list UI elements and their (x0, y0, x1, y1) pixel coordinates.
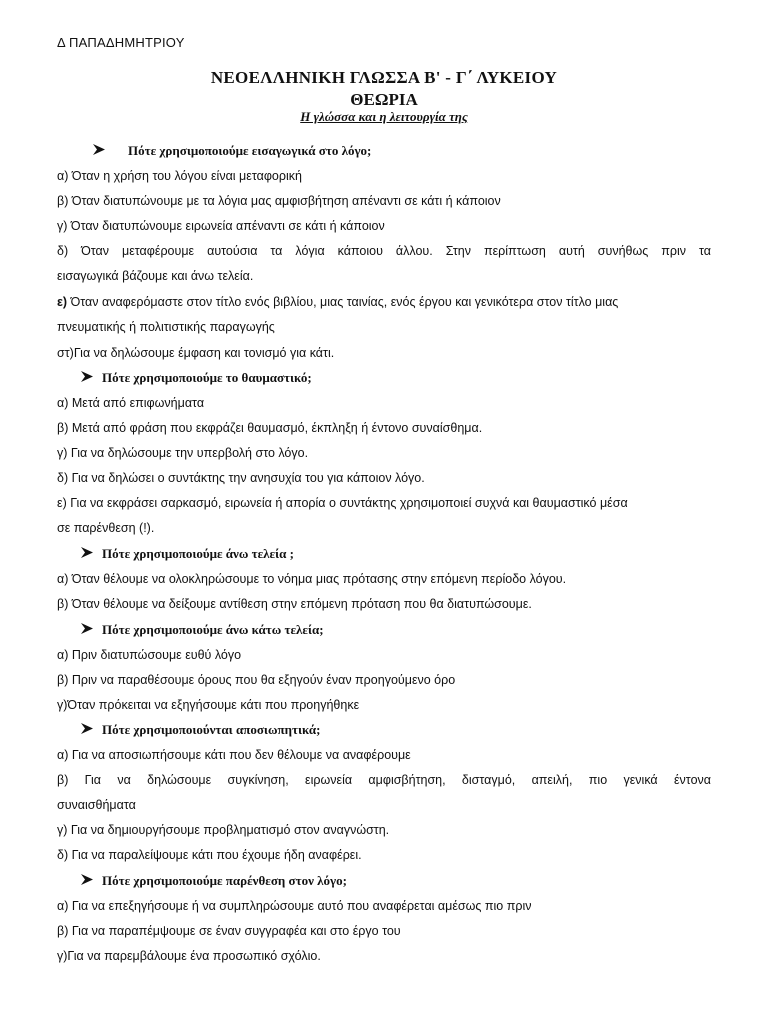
list-item: β) Για να παραπέμψουμε σε έναν συγγραφέα και στο έργο του (57, 924, 401, 938)
list-item: δ) Για να δηλώσει ο συντάκτης την ανησυχία του για κάποιον λόγο. (57, 471, 425, 485)
list-item: α) Όταν η χρήση του λόγου είναι μεταφορική (57, 169, 302, 183)
heading-exclamation-text: Πότε χρησιμοποιούμε το θαυμαστικό; (102, 370, 312, 385)
list-item: γ)Όταν πρόκειται να εξηγήσουμε κάτι που προηγήθηκε (57, 698, 360, 712)
heading-ellipsis-text: Πότε χρησιμοποιούνται αποσιωπητικά; (102, 722, 321, 737)
document-title: ΝΕΟΕΛΛΗΝΙΚΗ ΓΛΩΣΣΑ Β' - Γ΄ ΛΥΚΕΙΟΥ (210, 68, 558, 87)
arrowhead-bullet-icon (80, 622, 94, 635)
author-name: Δ ΠΑΠΑΔΗΜΗΤΡΙΟΥ (57, 35, 185, 50)
list-item: β) Για να δηλώσουμε συγκίνηση, ειρωνεία αμφισβήτηση, δισταγμό, απειλή, πιο γενικά έντονα (57, 773, 711, 787)
list-item: α) Όταν θέλουμε να ολοκληρώσουμε το νόημα μιας πρότασης στην επόμενη περίοδο λόγου. (57, 572, 567, 586)
list-item: α) Μετά από επιφωνήματα (57, 396, 205, 410)
list-item: γ)Για να παρεμβάλουμε ένα προσωπικό σχόλιο. (57, 949, 321, 963)
list-item: γ) Για να δημιουργήσουμε προβληματισμό στον αναγνώστη. (57, 823, 390, 837)
list-item: εισαγωγικά βάζουμε και άνω τελεία. (57, 269, 254, 283)
arrowhead-bullet-icon (80, 370, 94, 383)
arrowhead-bullet-icon (80, 873, 94, 886)
list-item: α) Για να επεξηγήσουμε ή να συμπληρώσουμε αυτό που αναφέρεται αμέσως πιο πριν (57, 899, 532, 913)
list-item: β) Μετά από φράση που εκφράζει θαυμασμό, έκπληξη ή έντονο συναίσθημα. (57, 421, 483, 435)
arrowhead-bullet-icon (92, 143, 106, 156)
heading-colon (80, 622, 324, 638)
list-item: γ) Για να δηλώσουμε την υπερβολή στο λόγο. (57, 446, 309, 460)
list-item: συναισθήματα (57, 798, 136, 812)
list-item: δ) Όταν μεταφέρουμε αυτούσια τα λόγια κάποιου άλλου. Στην περίπτωση αυτή συνήθως πριν τα (57, 244, 711, 258)
heading-colon-text: Πότε χρησιμοποιούμε άνω κάτω τελεία; (102, 622, 324, 637)
list-item: πνευματικής ή πολιτιστικής παραγωγής (57, 320, 275, 334)
list-item: α) Πριν διατυπώσουμε ευθύ λόγο (57, 648, 242, 662)
heading-parenthesis-text: Πότε χρησιμοποιούμε παρένθεση στον λόγο; (102, 873, 347, 888)
list-item: σε παρένθεση (!). (57, 521, 155, 535)
heading-ellipsis (80, 722, 320, 738)
list-item-text: Όταν αναφερόμαστε στον τίτλο ενός βιβλίου, μιας ταινίας, ενός έργου και γενικότερα στον τίτλο μιας (70, 295, 619, 309)
heading-parenthesis (80, 873, 347, 889)
list-item: β) Πριν να παραθέσουμε όρους που θα εξηγούν έναν προηγούμενο όρο (57, 673, 456, 687)
list-item (57, 295, 711, 309)
arrowhead-bullet-icon (80, 722, 94, 735)
list-item: στ)Για να δηλώσουμε έμφαση και τονισμό για κάτι. (57, 346, 335, 360)
list-item: δ) Για να παραλείψουμε κάτι που έχουμε ήδη αναφέρει. (57, 848, 362, 862)
heading-quotes-text: Πότε χρησιμοποιούμε εισαγωγικά στο λόγο; (128, 143, 372, 158)
list-item-prefix: ε) (57, 295, 68, 309)
arrowhead-bullet-icon (80, 546, 94, 559)
heading-upper-dot (80, 546, 294, 562)
list-item: γ) Όταν διατυπώνουμε ειρωνεία απέναντι σε κάτι ή κάποιον (57, 219, 385, 233)
list-item: ε) Για να εκφράσει σαρκασμό, ειρωνεία ή απορία ο συντάκτης χρησιμοποιεί συχνά και θαυμαστικό μέσα (57, 496, 628, 510)
heading-upper-dot-text: Πότε χρησιμοποιούμε άνω τελεία ; (102, 546, 294, 561)
heading-exclamation (80, 370, 312, 386)
heading-quotes (92, 143, 371, 159)
list-item: β) Όταν διατυπώνουμε με τα λόγια μας αμφισβήτηση απέναντι σε κάτι ή κάποιον (57, 194, 501, 208)
section-title: Η γλώσσα και η λειτουργία της (300, 109, 468, 124)
list-item: β) Όταν θέλουμε να δείξουμε αντίθεση στην επόμενη πρόταση που θα διατυπώσουμε. (57, 597, 532, 611)
list-item: α) Για να αποσιωπήσουμε κάτι που δεν θέλουμε να αναφέρουμε (57, 748, 411, 762)
document-subtitle: ΘΕΩΡΙΑ (350, 90, 418, 109)
